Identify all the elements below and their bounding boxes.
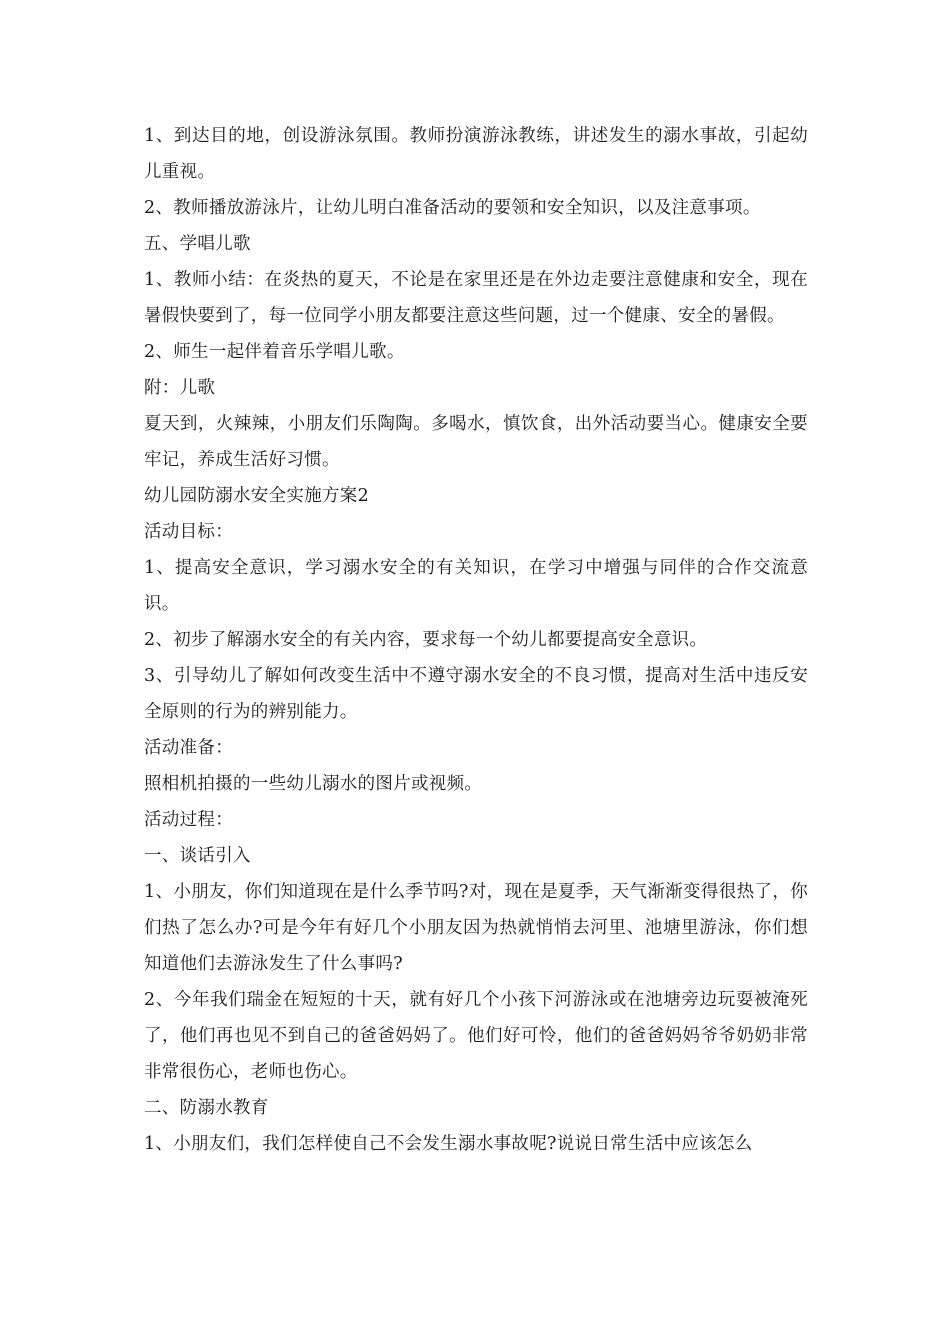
paragraph-goal-2: 2、初步了解溺水安全的有关内容，要求每一个幼儿都要提高安全意识。 <box>144 630 708 650</box>
document-section-title: 幼儿园防溺水安全实施方案2 <box>144 486 370 506</box>
paragraph-goal-3: 3、引导幼儿了解如何改变生活中不遵守溺水安全的不良习惯，提高对生活中违反安全原则的行为的辨别能力。 <box>144 666 808 722</box>
paragraph-talk-1: 1、小朋友，你们知道现在是什么季节吗?对，现在是夏季，天气渐渐变得很热了，你们热了怎么办?可是今年有好几个小朋友因为热就悄悄去河里、池塘里游泳，你们想知道他们去游泳发生了什么事吗? <box>144 882 808 974</box>
label-activity-process: 活动过程： <box>144 810 233 830</box>
paragraph-education-1: 1、小朋友们，我们怎样使自己不会发生溺水事故呢?说说日常生活中应该怎么 <box>144 1134 753 1154</box>
section-heading-intro-talk: 一、谈话引入 <box>144 846 251 866</box>
section-heading-song: 五、学唱儿歌 <box>144 234 251 254</box>
paragraph-teacher-summary: 1、教师小结：在炎热的夏天，不论是在家里还是在外边走要注意健康和安全，现在暑假快要到了，每一位同学小朋友都要注意这些问题，过一个健康、安全的暑假。 <box>144 270 808 326</box>
paragraph-talk-2: 2、今年我们瑞金在短短的十天，就有好几个小孩下河游泳或在池塘旁边玩耍被淹死了，他们再也见不到自己的爸爸妈妈了。他们好可怜，他们的爸爸妈妈爷爷奶奶非常非常很伤心，老师也伤心。 <box>144 990 808 1082</box>
paragraph-sing-along: 2、师生一起伴着音乐学唱儿歌。 <box>144 342 405 362</box>
label-activity-prep: 活动准备： <box>144 738 233 758</box>
label-appendix-song: 附：儿歌 <box>144 378 216 398</box>
label-activity-goals: 活动目标： <box>144 522 233 542</box>
paragraph-prep-materials: 照相机拍摄的一些幼儿溺水的图片或视频。 <box>144 774 483 794</box>
section-heading-drowning-education: 二、防溺水教育 <box>144 1098 269 1118</box>
paragraph-swim-intro: 1、到达目的地，创设游泳氛围。教师扮演游泳教练，讲述发生的溺水事故，引起幼儿重视。 <box>144 126 808 182</box>
paragraph-song-lyrics: 夏天到，火辣辣，小朋友们乐陶陶。多喝水，慎饮食，出外活动要当心。健康安全要牢记，养成生活好习惯。 <box>144 414 808 470</box>
paragraph-goal-1: 1、提高安全意识，学习溺水安全的有关知识，在学习中增强与同伴的合作交流意识。 <box>144 558 808 614</box>
document-body <box>144 118 808 1162</box>
paragraph-swim-video: 2、教师播放游泳片，让幼儿明白准备活动的要领和安全知识，以及注意事项。 <box>144 198 761 218</box>
